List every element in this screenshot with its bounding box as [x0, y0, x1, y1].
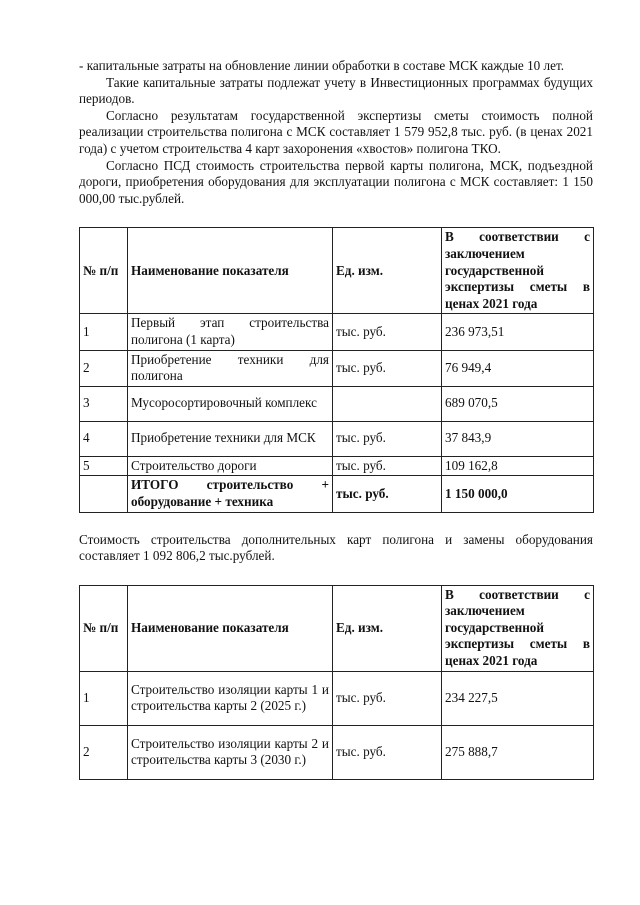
row-value: 234 227,5	[442, 671, 594, 725]
table-row	[80, 725, 594, 779]
paragraph-capex-update: - капитальные затраты на обновление линии обработки в составе МСК каждые 10 лет.	[79, 58, 565, 73]
header-num: № п/п	[80, 585, 128, 671]
cost-table-1	[79, 227, 594, 512]
paragraph-expertise-cost: Согласно результатам государственной экспертизы сметы стоимость полной реализации строительства полигона с МСК составляет 1 579 952,8 тыс. руб. (в ценах 2021 года) с учетом строительства 4 карт захоронения «хвостов» полигона ТКО.	[79, 107, 593, 156]
row-unit: тыс. руб.	[333, 314, 442, 350]
table-row	[80, 386, 594, 421]
row-unit: тыс. руб.	[333, 725, 442, 779]
table-row	[80, 421, 594, 456]
row-unit: тыс. руб.	[333, 456, 442, 476]
row-unit	[333, 386, 442, 421]
row-name: Приобретение техники для МСК	[128, 421, 333, 456]
table-header-row	[80, 228, 594, 314]
header-name: Наименование показателя	[128, 585, 333, 671]
row-num: 2	[80, 725, 128, 779]
row-name: Мусоросортировочный комплекс	[128, 386, 333, 421]
header-name: Наименование показателя	[128, 228, 333, 314]
row-value: 236 973,51	[442, 314, 594, 350]
row-num: 1	[80, 671, 128, 725]
paragraph-psd-cost: Согласно ПСД стоимость строительства первой карты полигона, МСК, подъездной дороги, приобретения оборудования для эксплуатации полигона с МСК составляет: 1 150 000,00 тыс.рублей.	[79, 157, 593, 206]
header-value: В соответствии с заключением государственной экспертизы сметы в ценах 2021 года	[442, 228, 594, 314]
table-row	[80, 456, 594, 476]
row-value: 37 843,9	[442, 421, 594, 456]
row-num: 4	[80, 421, 128, 456]
row-name: Строительство изоляции карты 1 и строительства карты 2 (2025 г.)	[128, 671, 333, 725]
row-value: 275 888,7	[442, 725, 594, 779]
header-num: № п/п	[80, 228, 128, 314]
total-name: ИТОГО строительство + оборудование + техника	[128, 476, 333, 512]
row-name: Первый этап строительства полигона (1 карта)	[128, 314, 333, 350]
header-value: В соответствии с заключением государственной экспертизы сметы в ценах 2021 года	[442, 585, 594, 671]
paragraph-additional-cost	[79, 532, 593, 565]
cost-table-2	[79, 585, 594, 780]
row-num: 3	[80, 386, 128, 421]
between-text: Стоимость строительства дополнительных карт полигона и замены оборудования составляет 1 092 806,2 тыс.рублей.	[79, 531, 593, 564]
row-num: 5	[80, 456, 128, 476]
row-value: 689 070,5	[442, 386, 594, 421]
table-row	[80, 314, 594, 350]
header-unit: Ед. изм.	[333, 585, 442, 671]
row-unit: тыс. руб.	[333, 671, 442, 725]
paragraph-investment-programs: Такие капитальные затраты подлежат учету в Инвестиционных программах будущих периодов.	[79, 74, 593, 107]
table-header-row	[80, 585, 594, 671]
row-value: 109 162,8	[442, 456, 594, 476]
header-unit: Ед. изм.	[333, 228, 442, 314]
table-row	[80, 671, 594, 725]
row-num: 1	[80, 314, 128, 350]
row-unit: тыс. руб.	[333, 350, 442, 386]
row-unit: тыс. руб.	[333, 421, 442, 456]
row-name: Строительство дороги	[128, 456, 333, 476]
document-page	[79, 58, 593, 780]
table-row	[80, 350, 594, 386]
total-value: 1 150 000,0	[442, 476, 594, 512]
total-unit: тыс. руб.	[333, 476, 442, 512]
table-total-row	[80, 476, 594, 512]
row-name: Строительство изоляции карты 2 и строительства карты 3 (2030 г.)	[128, 725, 333, 779]
row-value: 76 949,4	[442, 350, 594, 386]
total-num	[80, 476, 128, 512]
row-num: 2	[80, 350, 128, 386]
row-name: Приобретение техники для полигона	[128, 350, 333, 386]
